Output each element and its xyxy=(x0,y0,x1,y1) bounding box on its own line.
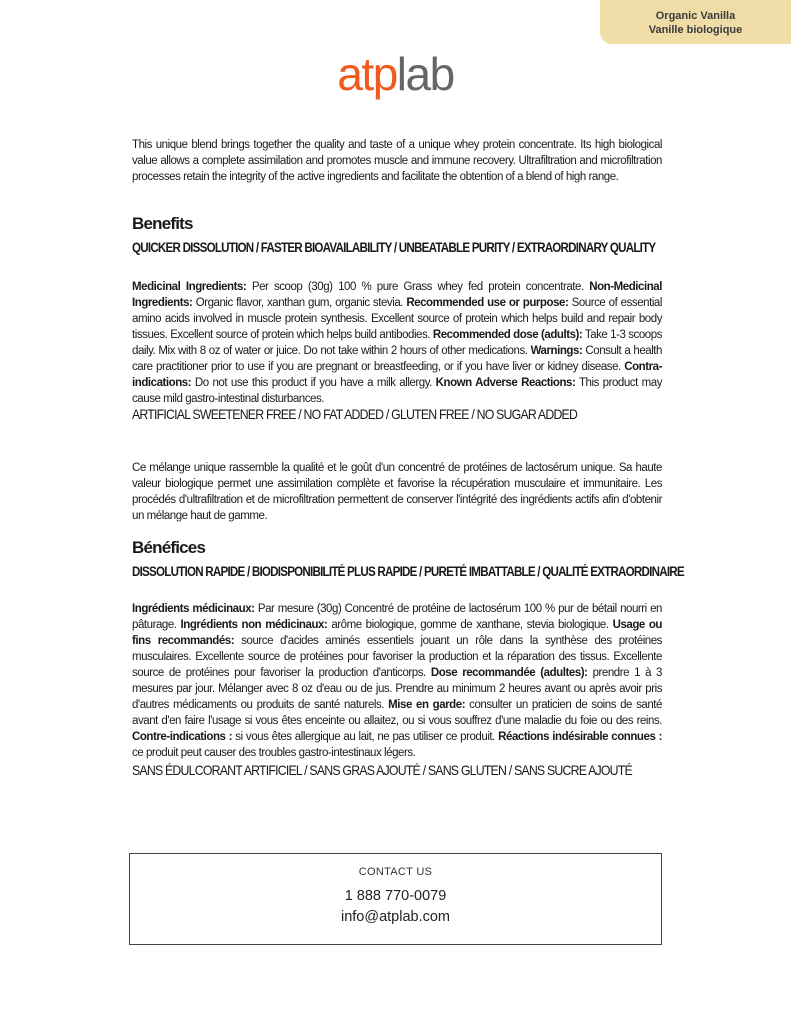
english-benefits-section xyxy=(132,214,662,256)
fr-detail-text-2: source d'acides aminés essentiels jouant un rôle dans la synthèse des protéines musculaires. Excellente source de protéines pour favoriser la production et la réparation des tissus. Excellente source de protéines pour favoriser la production d'anticorps. xyxy=(132,635,662,679)
en-detail-text-0: Per scoop (30g) 100 % pure Grass whey fed protein concentrate. xyxy=(246,281,590,293)
contact-title: CONTACT US xyxy=(358,866,433,878)
fr-detail-text-0: Par mesure (30g) Concentré de protéine de lactosérum 100 % pur de bétail nourri en pâturage. xyxy=(132,603,662,631)
fr-detail-label-5: Contre-indications : xyxy=(132,731,233,743)
en-detail-label-5: Contra-indications: xyxy=(132,361,662,389)
contact-box xyxy=(129,853,662,945)
french-benefits-section xyxy=(132,538,684,580)
fr-detail-text-4: consulter un praticien de soins de santé avant d'en faire l'usage si vous êtes enceinte ou allaitez, ou si vous souffrez d'une maladie du foie ou des reins. xyxy=(132,699,662,727)
en-detail-text-3: Take 1-3 scoops daily. Mix with 8 oz of water or juice. Do not take within 2 hours of other medications. xyxy=(132,329,662,357)
english-details xyxy=(132,279,662,407)
french-free-from: SANS ÉDULCORANT ARTIFICIEL / SANS GRAS AJOUTÉ / SANS GLUTEN / SANS SUCRE AJOUTÉ xyxy=(132,762,632,778)
contact-email[interactable]: info@atplab.com xyxy=(340,909,451,925)
flavor-french: Vanille biologique xyxy=(648,24,743,36)
fr-detail-label-3: Dose recommandée (adultes): xyxy=(430,667,588,679)
fr-detail-text-3: prendre 1 à 3 mesures par jour. Mélanger avec 8 oz d'eau ou de jus. Prendre au minimum 2 heures avant ou après avoir pris d'autres médicaments ou produits de santé naturels. xyxy=(132,667,663,711)
fr-detail-label-6: Réactions indésirable connues : xyxy=(498,731,662,743)
fr-detail-label-1: Ingrédients non médicinaux: xyxy=(180,619,328,631)
english-free-from: ARTIFICIAL SWEETENER FREE / NO FAT ADDED / GLUTEN FREE / NO SUGAR ADDED xyxy=(132,406,578,422)
fr-detail-label-2: Usage ou fins recommandés: xyxy=(132,619,662,647)
en-detail-label-0: Medicinal Ingredients: xyxy=(132,281,247,293)
french-intro-section xyxy=(132,460,662,524)
english-details-section xyxy=(132,279,662,407)
fr-detail-label-0: Ingrédients médicinaux: xyxy=(132,603,255,615)
en-detail-text-5: Do not use this product if you have a milk allergy. xyxy=(191,377,436,389)
en-detail-text-4: Consult a health care practitioner prior to use if you are pregnant or breastfeeding, or if you have liver or kidney disease. xyxy=(132,345,663,373)
fr-detail-text-5: si vous êtes allergique au lait, ne pas utiliser ce produit. xyxy=(232,731,499,743)
english-benefits-claims: QUICKER DISSOLUTION / FASTER BIOAVAILABILITY / UNBEATABLE PURITY / EXTRAORDINARY QUALITY xyxy=(132,240,656,255)
en-detail-label-2: Recommended use or purpose: xyxy=(406,297,569,309)
logo-lab: lab xyxy=(396,48,454,100)
french-benefits-heading: Bénéfices xyxy=(132,538,206,557)
english-intro: This unique blend brings together the quality and taste of a unique whey protein concentrate. Its high biological value allows a complete assimilation and promotes muscle and immune recovery. Ultrafiltration and microfiltration processes retain the integrity of the active ingredients and facilitate the obtention of a blend of high range. xyxy=(132,139,662,183)
logo-atp: atp xyxy=(337,48,397,100)
en-detail-text-1: Organic flavor, xanthan gum, organic stevia. xyxy=(192,297,407,309)
en-detail-label-6: Known Adverse Reactions: xyxy=(435,377,576,389)
french-benefits-claims: DISSOLUTION RAPIDE / BIODISPONIBILITÉ PLUS RAPIDE / PURETÉ IMBATTABLE / QUALITÉ EXTRAORDINAIRE xyxy=(132,564,684,579)
english-free-from-section xyxy=(132,406,662,422)
en-detail-text-6: This product may cause mild gastro-intestinal disturbances. xyxy=(132,377,662,405)
en-detail-label-1: Non-Medicinal Ingredients: xyxy=(132,281,662,309)
fr-detail-text-6: ce produit peut causer des troubles gastro-intestinaux légers. xyxy=(132,747,416,759)
flavor-english: Organic Vanilla xyxy=(655,10,736,22)
french-free-from-section xyxy=(132,762,662,778)
flavor-tab xyxy=(600,0,791,44)
en-detail-label-3: Recommended dose (adults): xyxy=(432,329,583,341)
french-intro: Ce mélange unique rassemble la qualité et le goût d'un concentré de protéines de lactosérum unique. Sa haute valeur biologique permet une assimilation complète et favorise la récupération musculaire et immunitaire. Les procédés d'ultrafiltration et de microfiltration permettent de conserver l'intégrité des ingrédients actifs afin d'obtenir un mélange haut de gamme. xyxy=(132,462,662,522)
en-detail-text-2: Source of essential amino acids involved in muscle protein synthesis. Excellent source of protein which helps build and repair body tissues. Excellent source of protein which helps build antibodies. xyxy=(132,297,662,341)
atplab-logo xyxy=(0,48,791,100)
english-intro-section xyxy=(132,137,662,185)
en-detail-label-4: Warnings: xyxy=(530,345,583,357)
french-details xyxy=(132,601,662,761)
fr-detail-text-1: arôme biologique, gomme de xanthane, stevia biologique. xyxy=(327,619,613,631)
english-benefits-heading: Benefits xyxy=(132,214,193,233)
contact-phone[interactable]: 1 888 770-0079 xyxy=(344,888,447,904)
french-details-section xyxy=(132,601,662,761)
fr-detail-label-4: Mise en garde: xyxy=(388,699,466,711)
